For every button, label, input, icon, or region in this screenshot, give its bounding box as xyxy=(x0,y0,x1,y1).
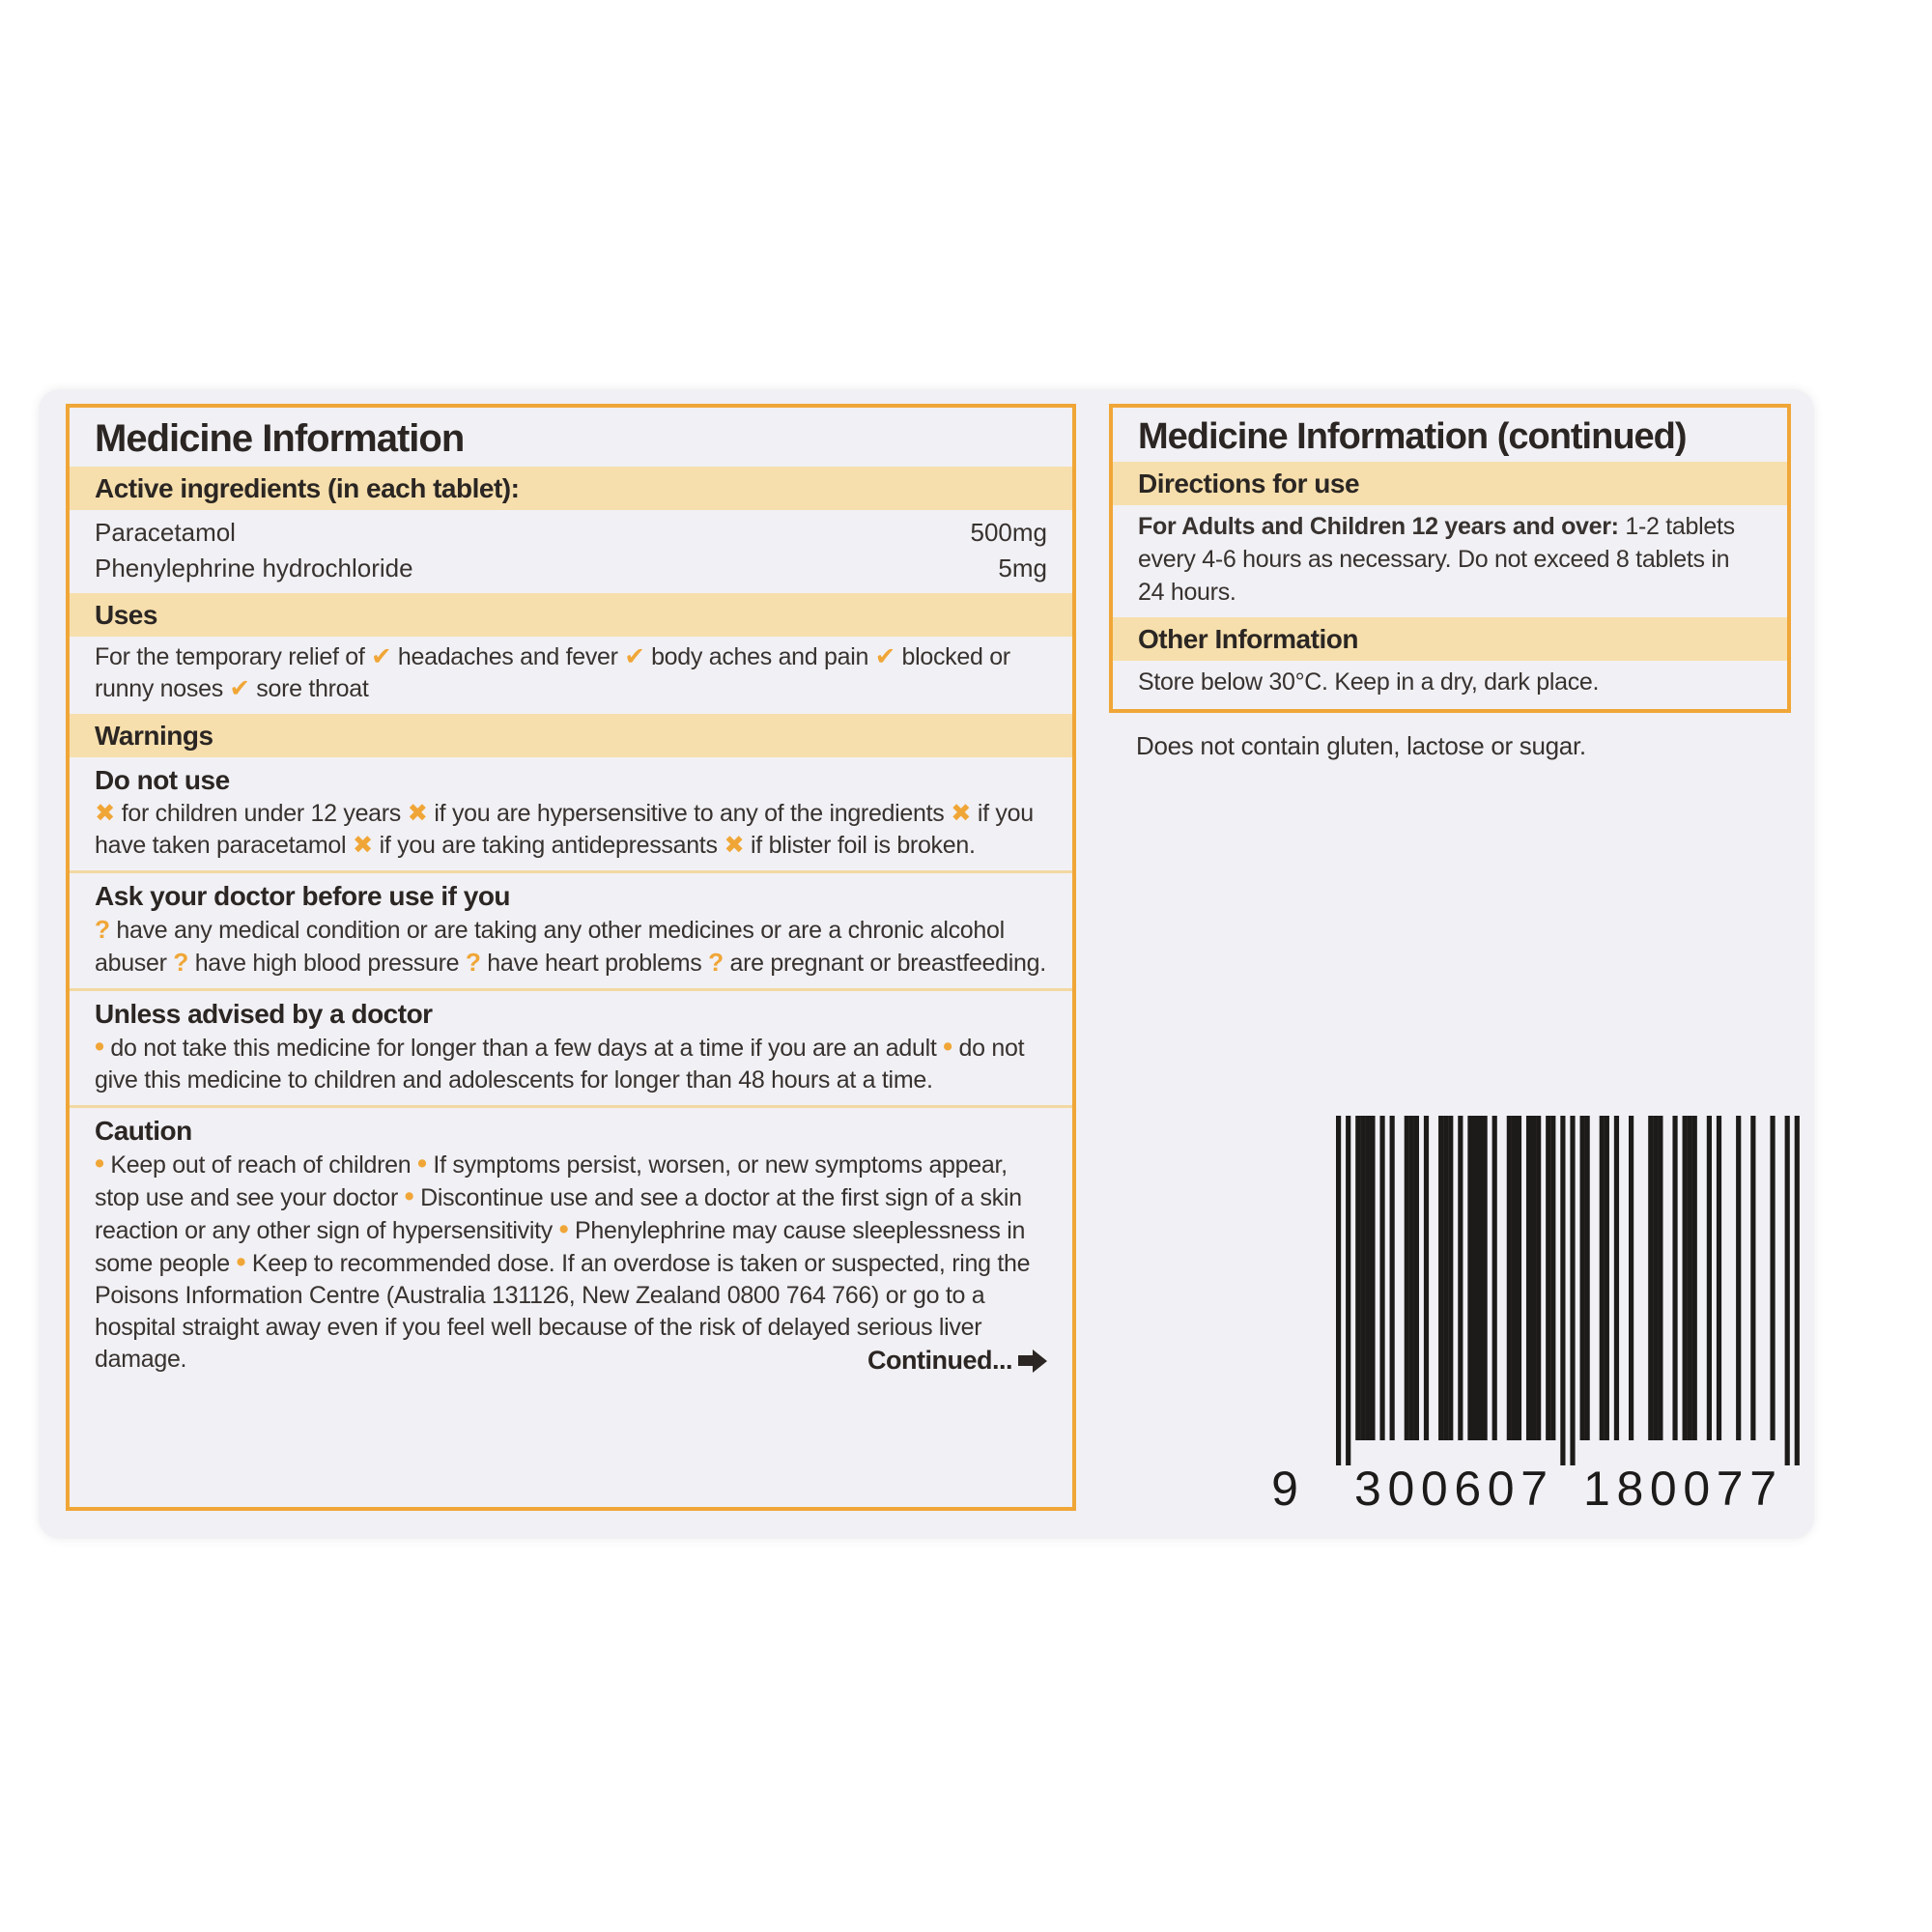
other-information-section xyxy=(1113,661,1787,707)
continued-text: Continued... xyxy=(867,1346,1012,1375)
table-row xyxy=(95,515,1047,551)
warnings-heading: Warnings xyxy=(70,714,1072,757)
cross-icon: ✖ xyxy=(724,832,745,859)
ean13-barcode xyxy=(1241,1112,1840,1513)
check-icon: ✔ xyxy=(624,643,645,670)
directions-section xyxy=(1113,505,1787,617)
cross-icon: ✖ xyxy=(407,800,428,827)
medicine-box-back-panel xyxy=(39,389,1814,1539)
section-heading: Caution xyxy=(95,1116,192,1146)
uses-section xyxy=(70,637,1072,714)
directions-text: For Adults and Children 12 years and over: 1-2 tablets every 4-6 hours as necessary. Do not exceed 8 tablets in 24 hours. xyxy=(1138,513,1735,606)
ingredient-name: Phenylephrine hydrochloride xyxy=(95,554,413,582)
section-text: • do not take this medicine for longer than a few days at a time if you are an adult • do not give this medicine to children and adolescents for longer than 48 hours at a time. xyxy=(95,1032,1025,1094)
bullet-icon: • xyxy=(404,1181,414,1212)
bullet-icon: • xyxy=(95,1032,104,1063)
other-information-heading: Other Information xyxy=(1113,617,1787,661)
do-not-use-section xyxy=(70,757,1072,870)
question-icon: ? xyxy=(708,948,724,977)
svg-text:180077: 180077 xyxy=(1583,1462,1776,1513)
active-ingredients-table xyxy=(70,510,1072,593)
uses-text: For the temporary relief of ✔ headaches and fever ✔ body aches and pain ✔ blocked or runny noses ✔ sore throat xyxy=(95,643,1010,702)
other-information-text: Store below 30°C. Keep in a dry, dark place. xyxy=(1138,668,1600,696)
check-icon: ✔ xyxy=(874,643,895,670)
uses-heading: Uses xyxy=(70,593,1072,637)
panel-title: Medicine Information (continued) xyxy=(1138,416,1687,457)
section-text: ? have any medical condition or are taking any other medicines or are a chronic alcohol abuser ? have high blood pressure ? have heart problems ? are pregnant or breastfeeding. xyxy=(95,915,1046,977)
bullet-icon: • xyxy=(236,1247,246,1278)
question-icon: ? xyxy=(465,948,481,977)
panel-title: Medicine Information xyxy=(95,417,465,460)
section-heading: Unless advised by a doctor xyxy=(95,999,433,1029)
bullet-icon: • xyxy=(95,1149,104,1179)
unless-advised-section xyxy=(70,991,1072,1105)
ask-your-doctor-section xyxy=(70,873,1072,988)
svg-text:300607: 300607 xyxy=(1354,1462,1548,1513)
gluten-lactose-sugar-note: Does not contain gluten, lactose or sugar. xyxy=(1136,731,1586,760)
section-heading: Do not use xyxy=(95,765,230,795)
directions-heading: Directions for use xyxy=(1113,462,1787,505)
bullet-icon: • xyxy=(558,1214,569,1245)
table-row xyxy=(95,551,1047,586)
section-text: ✖ for children under 12 years ✖ if you are hypersensitive to any of the ingredients ✖ if you have taken paracetamol ✖ if you are taking antidepressants ✖ if blister foil is broken. xyxy=(95,800,1034,859)
check-icon: ✔ xyxy=(371,643,392,670)
section-heading: Ask your doctor before use if you xyxy=(95,881,511,911)
check-icon: ✔ xyxy=(229,675,250,702)
medicine-information-continued-panel xyxy=(1109,404,1791,713)
cross-icon: ✖ xyxy=(951,800,972,827)
cross-icon: ✖ xyxy=(352,832,373,859)
cross-icon: ✖ xyxy=(95,800,116,827)
right-arrow-icon xyxy=(1018,1350,1047,1373)
medicine-information-panel xyxy=(66,404,1076,1511)
continued-label xyxy=(867,1346,1047,1376)
caution-section xyxy=(70,1108,1072,1384)
question-icon: ? xyxy=(95,915,110,944)
svg-text:9: 9 xyxy=(1271,1462,1298,1513)
active-ingredients-heading: Active ingredients (in each tablet): xyxy=(70,467,1072,510)
bullet-icon: • xyxy=(417,1149,427,1179)
ingredient-name: Paracetamol xyxy=(95,518,236,547)
ingredient-amount: 5mg xyxy=(998,554,1047,582)
question-icon: ? xyxy=(173,948,189,977)
ingredient-amount: 500mg xyxy=(970,518,1047,547)
section-text: • Keep out of reach of children • If symptoms persist, worsen, or new symptoms appear, stop use and see your doctor • Discontinue use and see a doctor at the first sign of a skin reaction or any other sign of hypersensitivity • Phenylephrine may cause sleeplessness in some people • Keep to recommended dose. If an overdose is taken or suspected, ring the Poisons Information Centre (Australia 131126, New Zealand 0800 764 766) or go to a hospital straight away even if you feel well because of the risk of delayed serious liver damage. xyxy=(95,1149,1031,1373)
bullet-icon: • xyxy=(943,1032,952,1063)
